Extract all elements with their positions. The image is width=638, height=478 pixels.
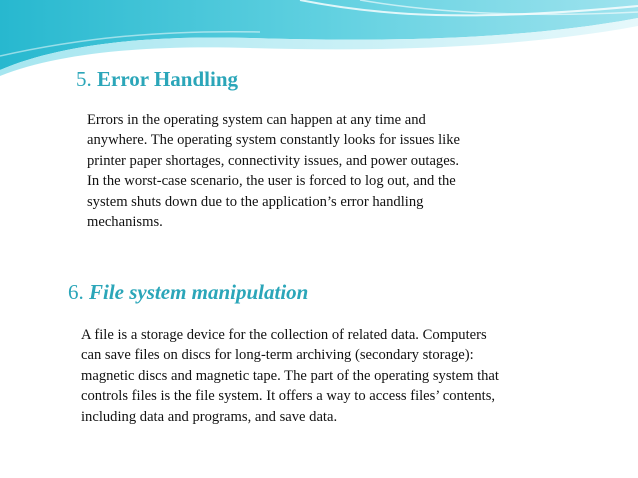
section-6-number: 6.	[68, 280, 84, 304]
section-5-title: Error Handling	[97, 67, 239, 91]
section-5-body: Errors in the operating system can happen at any time and anywhere. The operating system constantly looks for issues like printer paper shortages, connectivity issues, and power outages. In the worst-case scenario, the user is forced to log out, and the system shuts down due to the application’s error handling mechanisms.	[87, 112, 461, 231]
section-6-body: A file is a storage device for the collection of related data. Computers can save files on discs for long-term archiving (secondary storage): magnetic discs and magnetic tape. The part of the operating system that controls files is the file system. It offers a way to access files’ contents, including data and programs, and save data.	[81, 327, 499, 425]
section-5-number: 5.	[76, 67, 92, 91]
section-6-title: File system manipulation	[89, 280, 309, 304]
section-5-heading	[76, 67, 238, 92]
section-6-heading	[68, 280, 308, 305]
